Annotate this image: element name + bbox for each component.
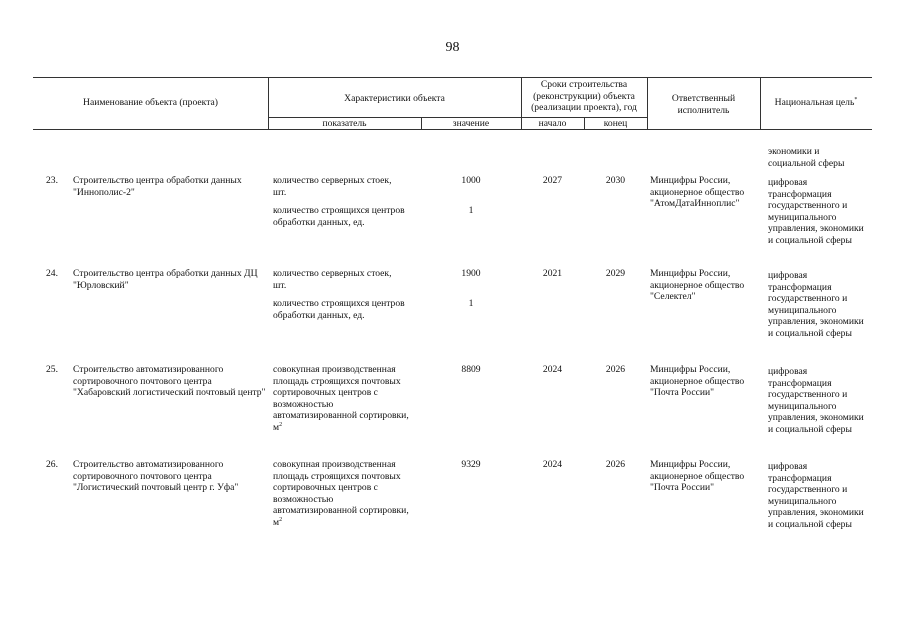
row-number: 23.	[46, 175, 58, 186]
subheader-indicator: показатель	[322, 118, 367, 129]
header-name: Наименование объекта (проекта)	[83, 97, 218, 108]
table-top-rule	[33, 77, 872, 78]
carryover-goal-text: экономики и социальной сферы	[768, 146, 845, 169]
national-goal: цифровая трансформация государственного и муниципального управления, экономики и социальной сферы	[768, 461, 864, 530]
start-year: 2021	[542, 268, 563, 279]
object-name: Строительство автоматизированного сортировочного почтового центра "Хабаровский логистический почтовый центр"	[73, 364, 266, 399]
row-number: 25.	[46, 364, 58, 375]
indicator-value: 1900	[461, 268, 481, 279]
header-goal: Национальная цель*	[774, 96, 858, 108]
object-name: Строительство центра обработки данных ДЦ "Юрловский"	[73, 268, 258, 291]
indicator-value: 1	[468, 205, 474, 216]
unit-superscript: 2	[279, 421, 283, 428]
page-number: 98	[445, 40, 460, 55]
row-number: 26.	[46, 459, 58, 470]
unit-superscript: 2	[279, 516, 283, 523]
indicator-text: количество строящихся центров обработки данных, ед.	[273, 205, 405, 228]
start-year: 2024	[542, 364, 563, 375]
indicator-value: 1000	[461, 175, 481, 186]
end-year: 2026	[605, 459, 626, 470]
object-name: Строительство центра обработки данных "Иннополис-2"	[73, 175, 242, 198]
indicator-value: 8809	[461, 364, 481, 375]
row-number: 24.	[46, 268, 58, 279]
executor: Минцифры России, акционерное общество "АтомДатаИнноплис"	[650, 175, 745, 210]
header-terms: Сроки строительства (реконструкции) объекта (реализации проекта), год	[531, 79, 637, 114]
national-goal: цифровая трансформация государственного и муниципального управления, экономики и социальной сферы	[768, 366, 864, 435]
indicator-value: 9329	[461, 459, 481, 470]
subheader-end: конец	[603, 118, 628, 129]
executor: Минцифры России, акционерное общество "Почта России"	[650, 459, 745, 494]
header-characteristics: Характеристики объекта	[344, 93, 445, 104]
subheader-start: начало	[538, 118, 567, 129]
executor: Минцифры России, акционерное общество "Селектел"	[650, 268, 745, 303]
executor: Минцифры России, акционерное общество "Почта России"	[650, 364, 745, 399]
national-goal: цифровая трансформация государственного и муниципального управления, экономики и социальной сферы	[768, 177, 864, 246]
indicator-text: количество строящихся центров обработки данных, ед.	[273, 298, 405, 321]
footnote-mark: *	[854, 96, 858, 103]
start-year: 2027	[542, 175, 563, 186]
start-year: 2024	[542, 459, 563, 470]
indicator-value: 1	[468, 298, 474, 309]
object-name: Строительство автоматизированного сортировочного почтового центра "Логистический почтовый центр г. Уфа"	[73, 459, 239, 494]
indicator-text: количество серверных стоек, шт.	[273, 175, 392, 198]
subheader-value: значение	[452, 118, 490, 129]
indicator-text: совокупная производственная площадь строящихся почтовых сортировочных центров с возможностью автоматизированной сортировки, $м^2$	[273, 459, 409, 528]
end-year: 2026	[605, 364, 626, 375]
end-year: 2029	[605, 268, 626, 279]
indicator-text: количество серверных стоек, шт.	[273, 268, 392, 291]
header-executor: Ответственный исполнитель	[671, 93, 736, 116]
indicator-text: совокупная производственная площадь строящихся почтовых сортировочных центров с возможностью автоматизированной сортировки, $м^2$	[273, 364, 409, 433]
end-year: 2030	[605, 175, 626, 186]
national-goal: цифровая трансформация государственного и муниципального управления, экономики и социальной сферы	[768, 270, 864, 339]
